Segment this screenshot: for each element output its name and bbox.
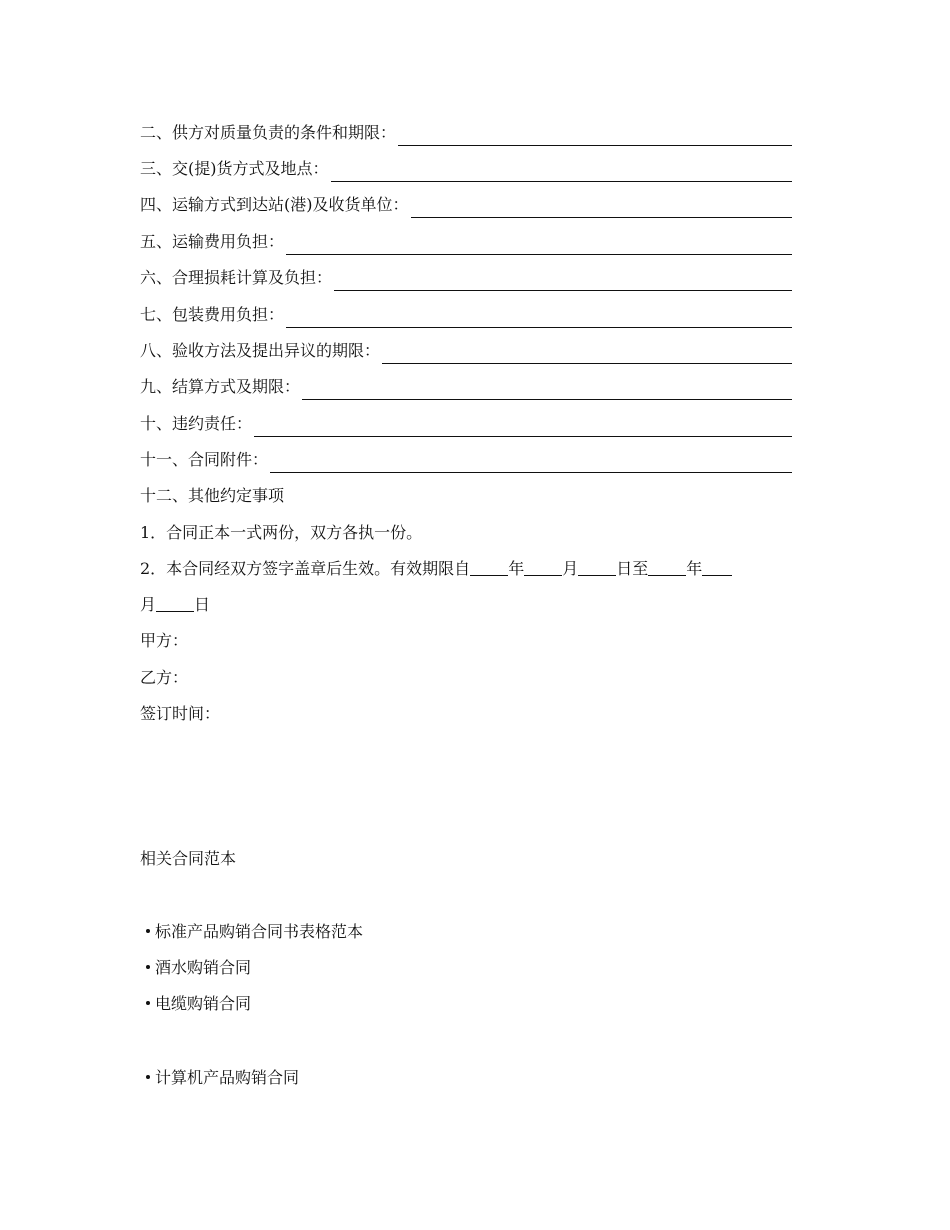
clause-label: 七、包装费用负担： xyxy=(140,305,285,324)
clause-label: 九、结算方式及期限： xyxy=(140,377,301,396)
other-terms-heading: 十二、其他约定事项 xyxy=(140,486,285,505)
fill-in-blank[interactable] xyxy=(331,162,793,182)
document-page xyxy=(140,0,792,1230)
clause-label: 十一、合同附件： xyxy=(140,450,269,469)
clause-label: 十、违约责任： xyxy=(140,414,253,433)
month-end-blank[interactable] xyxy=(702,556,732,576)
party-a-label: 甲方： xyxy=(140,631,189,650)
related-templates-heading: 相关合同范本 xyxy=(140,849,237,868)
clause-settlement xyxy=(140,374,792,400)
clause-packaging-cost xyxy=(140,302,792,328)
signing-date-label: 签订时间： xyxy=(140,704,221,723)
clause-acceptance-method xyxy=(140,338,792,364)
fill-in-blank[interactable] xyxy=(382,344,792,364)
related-link[interactable] xyxy=(146,1065,299,1091)
month-label: 月 xyxy=(140,595,157,614)
related-link-label[interactable]: 标准产品购销合同书表格范本 xyxy=(155,922,364,941)
clause-label: 五、运输费用负担： xyxy=(140,232,285,251)
year-end-blank[interactable] xyxy=(648,556,686,576)
clause-transport-cost xyxy=(140,229,792,255)
fill-in-blank[interactable] xyxy=(254,417,792,437)
fill-in-blank[interactable] xyxy=(286,235,792,255)
validity-text: 2．本合同经双方签字盖章后生效。有效期限自 xyxy=(140,559,471,578)
year-start-blank[interactable] xyxy=(470,556,508,576)
clause-label: 四、运输方式到达站(港)及收货单位： xyxy=(140,195,409,214)
bullet-icon xyxy=(146,1001,150,1005)
day-label: 日 xyxy=(194,595,211,614)
other-terms-item-1: 1．合同正本一式两份，双方各执一份。 xyxy=(140,523,423,542)
bullet-icon xyxy=(146,1075,150,1079)
month-start-blank[interactable] xyxy=(524,556,562,576)
clause-transport-destination xyxy=(140,192,792,218)
day-end-blank[interactable] xyxy=(156,592,194,612)
clause-loss-calculation xyxy=(140,265,792,291)
day-start-blank[interactable] xyxy=(578,556,616,576)
day-to-label: 日至 xyxy=(616,559,649,578)
related-link[interactable] xyxy=(146,991,251,1017)
fill-in-blank[interactable] xyxy=(411,198,793,218)
bullet-icon xyxy=(146,965,150,969)
clause-label: 三、交(提)货方式及地点： xyxy=(140,159,329,178)
month-label: 月 xyxy=(562,559,579,578)
related-link[interactable] xyxy=(146,955,251,981)
year-label: 年 xyxy=(686,559,703,578)
party-b-label: 乙方： xyxy=(140,668,189,687)
year-label: 年 xyxy=(508,559,525,578)
fill-in-blank[interactable] xyxy=(302,380,792,400)
related-link-label[interactable]: 计算机产品购销合同 xyxy=(155,1068,300,1087)
related-link-label[interactable]: 电缆购销合同 xyxy=(155,994,252,1013)
clause-breach-liability xyxy=(140,411,792,437)
other-terms-item-2-continued xyxy=(140,592,210,618)
clause-label: 六、合理损耗计算及负担： xyxy=(140,268,333,287)
fill-in-blank[interactable] xyxy=(270,453,792,473)
fill-in-blank[interactable] xyxy=(286,308,792,328)
clause-attachments xyxy=(140,447,792,473)
clause-quality-terms xyxy=(140,120,792,146)
clause-label: 八、验收方法及提出异议的期限： xyxy=(140,341,381,360)
clause-delivery-method xyxy=(140,156,792,182)
related-link[interactable] xyxy=(146,919,363,945)
clause-label: 二、供方对质量负责的条件和期限： xyxy=(140,123,397,142)
bullet-icon xyxy=(146,929,150,933)
related-link-label[interactable]: 酒水购销合同 xyxy=(155,958,252,977)
other-terms-item-2 xyxy=(140,556,732,582)
fill-in-blank[interactable] xyxy=(334,271,792,291)
fill-in-blank[interactable] xyxy=(398,126,792,146)
